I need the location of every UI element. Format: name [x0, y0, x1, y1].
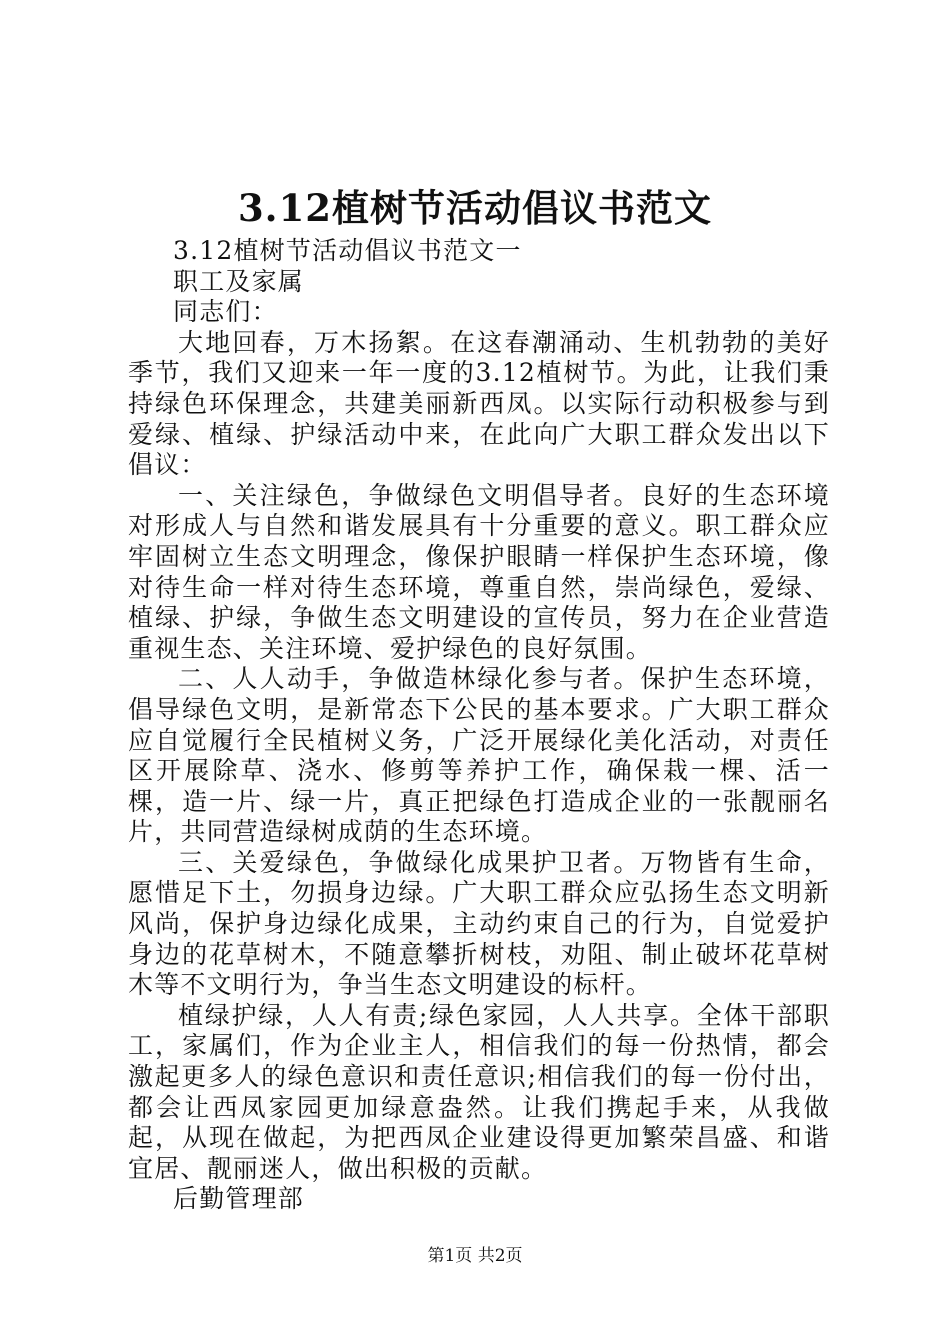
closing-paragraph: 植绿护绿，人人有责;绿色家园，人人共享。全体干部职工，家属们，作为企业主人，相信我们的每一份热情，都会激起更多人的绿色意识和责任意识;相信我们的每一份付出，都会让西凤家园更加绿意盎然。让我们携起手来，从我做起，从现在做起，为把西凤企业建设得更加繁荣昌盛、和谐宜居、靓丽迷人，做出积极的贡献。: [128, 1000, 830, 1183]
proposal-one-paragraph: 一、关注绿色，争做绿色文明倡导者。良好的生态环境对形成人与自然和谐发展具有十分重要的意义。职工群众应牢固树立生态文明理念，像保护眼睛一样保护生态环境，像对待生命一样对待生态环境，尊重自然，崇尚绿色，爱绿、植绿、护绿，争做生态文明建设的宣传员，努力在企业营造重视生态、关注环境、爱护绿色的良好氛围。: [128, 480, 830, 663]
page-number-footer: 第1页 共2页: [427, 1246, 523, 1266]
document-title: 3.12植树节活动倡议书范文: [237, 186, 713, 230]
signature-paragraph: 后勤管理部: [173, 1184, 305, 1214]
document-body: [128, 236, 830, 1215]
proposal-three-paragraph: 三、关爱绿色，争做绿化成果护卫者。万物皆有生命，愿惜足下土，勿损身边绿。广大职工群众应弘扬生态文明新风尚，保护身边绿化成果，主动约束自己的行为，自觉爱护身边的花草树木，不随意攀折树枝，劝阻、制止破坏花草树木等不文明行为，争当生态文明建设的标杆。: [128, 847, 830, 1000]
recipient-paragraph: 职工及家属: [173, 266, 305, 296]
intro-paragraph: 大地回春，万木扬絮。在这春潮涌动、生机勃勃的美好季节，我们又迎来一年一度的3.12植树节。为此，让我们秉持绿色环保理念，共建美丽新西凤。以实际行动积极参与到爱绿、植绿、护绿活动中来，在此向广大职工群众发出以下倡议：: [128, 327, 830, 480]
subtitle-paragraph: 3.12植树节活动倡议书范文一: [173, 236, 522, 265]
proposal-two-paragraph: 二、人人动手，争做造林绿化参与者。保护生态环境，倡导绿色文明，是新常态下公民的基本要求。广大职工群众应自觉履行全民植树义务，广泛开展绿化美化活动，对责任区开展除草、浇水、修剪等养护工作，确保栽一棵、活一棵，造一片、绿一片，真正把绿色打造成企业的一张靓丽名片，共同营造绿树成荫的生态环境。: [128, 664, 830, 847]
salutation-paragraph: 同志们：: [173, 297, 278, 327]
